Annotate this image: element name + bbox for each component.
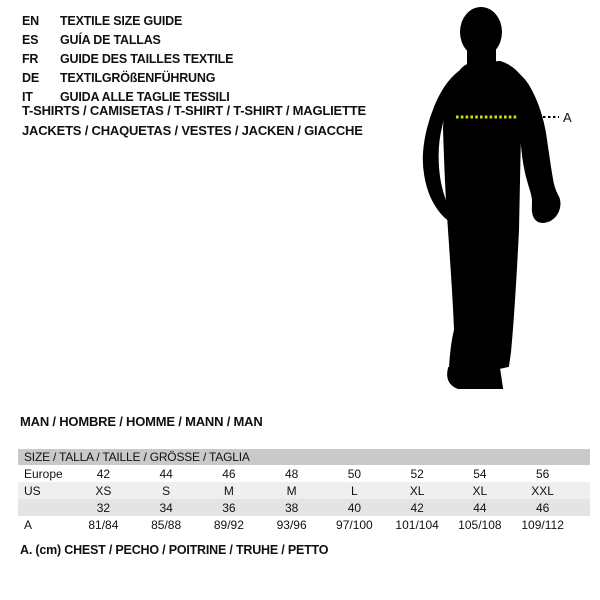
table-cell: 89/92	[213, 517, 244, 532]
table-cell: M	[286, 483, 297, 498]
table-cell: XXL	[531, 483, 554, 498]
language-title: GUIDE DES TAILLES TEXTILE	[60, 51, 234, 66]
table-cell: L	[351, 483, 358, 498]
table-cell: 52	[410, 466, 424, 481]
language-row-es	[22, 30, 382, 49]
language-title: TEXTILGRÖßENFÜHRUNG	[60, 70, 216, 85]
language-code: FR	[22, 51, 39, 66]
language-title: TEXTILE SIZE GUIDE	[60, 13, 183, 28]
table-cell: XS	[95, 483, 112, 498]
table-cell: 54	[473, 466, 487, 481]
table-cell: 32	[96, 500, 111, 515]
table-cell: 105/108	[458, 517, 502, 532]
row-label: US	[24, 483, 41, 498]
table-cell: 44	[159, 466, 173, 481]
table-row-europe	[18, 465, 590, 482]
table-cell: M	[223, 483, 234, 498]
language-list	[22, 11, 382, 106]
measure-label-a: A	[563, 110, 572, 125]
garment-categories	[22, 101, 422, 141]
table-row-numeric	[18, 499, 590, 516]
table-cell: 48	[284, 466, 299, 481]
table-cell: 40	[347, 500, 362, 515]
language-row-fr	[22, 49, 382, 68]
measure-footnote: A. (cm) CHEST / PECHO / POITRINE / TRUHE / PETTO	[20, 543, 329, 557]
size-table	[18, 449, 590, 533]
category-jackets: JACKETS / CHAQUETAS / VESTES / JACKEN / GIACCHE	[22, 123, 363, 138]
table-row-chest-a	[18, 516, 590, 533]
table-cell: XL	[472, 483, 488, 498]
table-row-us	[18, 482, 590, 499]
row-label: Europe	[24, 466, 63, 481]
table-cell: 81/84	[88, 517, 119, 532]
language-code: DE	[22, 70, 39, 85]
table-cell: 36	[222, 500, 236, 515]
table-cell: XL	[409, 483, 425, 498]
language-code: IT	[22, 89, 33, 104]
table-cell: 109/112	[521, 517, 564, 532]
table-cell: 97/100	[336, 517, 373, 532]
language-code: ES	[22, 32, 39, 47]
category-tshirts: T-SHIRTS / CAMISETAS / T-SHIRT / T-SHIRT / MAGLIETTE	[22, 103, 366, 118]
language-title: GUÍA DE TALLAS	[60, 32, 161, 47]
table-cell: 44	[473, 500, 487, 515]
table-cell: 93/96	[276, 517, 307, 532]
man-silhouette	[424, 7, 560, 388]
language-title: GUIDA ALLE TAGLIE TESSILI	[60, 89, 230, 104]
table-cell: S	[162, 483, 171, 498]
table-cell: 34	[159, 500, 173, 515]
row-label: A	[24, 517, 33, 532]
table-cell: 56	[535, 466, 550, 481]
language-row-de	[22, 68, 382, 87]
size-table-header: SIZE / TALLA / TAILLE / GRÖSSE / TAGLIA	[18, 449, 590, 465]
section-title-man: MAN / HOMBRE / HOMME / MANN / MAN	[20, 414, 263, 429]
table-cell: 42	[410, 500, 424, 515]
language-row-en	[22, 11, 382, 30]
language-code: EN	[22, 13, 39, 28]
table-cell: 46	[222, 466, 236, 481]
table-cell: 85/88	[151, 517, 182, 532]
table-cell: 46	[535, 500, 550, 515]
table-cell: 50	[347, 466, 362, 481]
table-cell: 42	[96, 466, 111, 481]
table-cell: 38	[284, 500, 299, 515]
table-cell: 101/104	[395, 517, 439, 532]
